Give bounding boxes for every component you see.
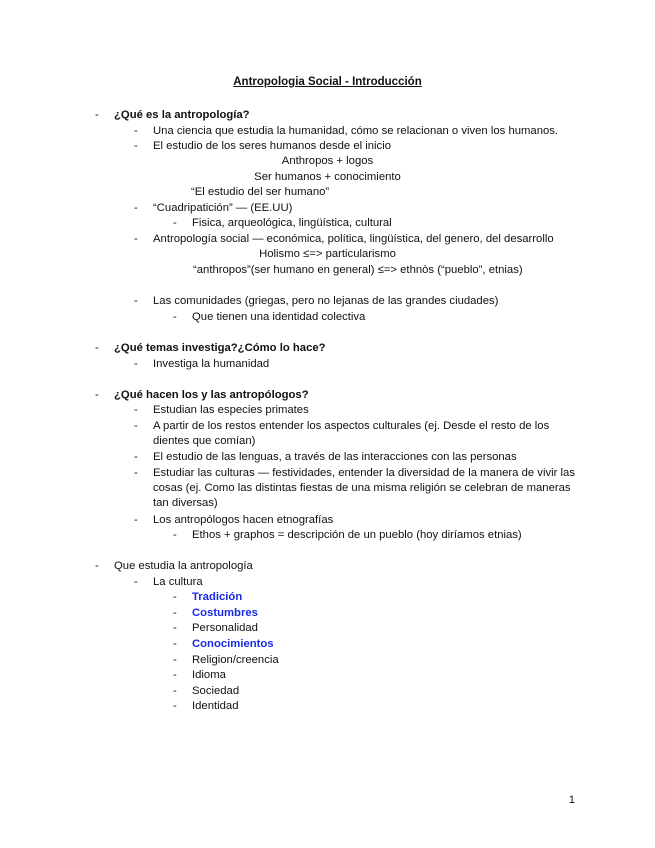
page-number: 1 (568, 794, 575, 806)
culture-item: Religion/creencia (192, 654, 279, 666)
quote-line: “El estudio del ser humano” (191, 186, 330, 198)
centered-line: “anthropos”(ser humano en general) ≤=> ethnòs (“pueblo”, etnias) (193, 264, 523, 276)
culture-item: Sociedad (192, 685, 240, 697)
bullet-dash: - (173, 622, 177, 634)
bullet-dash: - (95, 560, 99, 572)
sub-list-item: Que tienen una identidad colectiva (192, 311, 366, 323)
bullet-dash: - (134, 295, 138, 307)
bullet-dash: - (173, 311, 177, 323)
section-heading: ¿Qué hacen los y las antropólogos? (114, 389, 309, 401)
culture-item: Personalidad (192, 622, 258, 634)
bullet-dash: - (134, 125, 138, 137)
bullet-dash: - (134, 233, 138, 245)
centered-line: Ser humanos + conocimiento (254, 171, 401, 183)
list-item: Antropología social — económica, política, lingüística, del genero, del desarrollo (153, 233, 554, 245)
list-item: Investiga la humanidad (153, 358, 270, 370)
list-item: La cultura (153, 576, 203, 588)
sub-list-item: Ethos + graphos = descripción de un pueblo (hoy diríamos etnias) (192, 529, 522, 541)
bullet-dash: - (173, 654, 177, 666)
bullet-dash: - (173, 217, 177, 229)
section-heading: ¿Qué es la antropología? (114, 109, 250, 121)
bullet-dash: - (173, 638, 177, 650)
bullet-dash: - (173, 700, 177, 712)
section-heading: Que estudia la antropología (114, 560, 253, 572)
culture-item: Idioma (192, 669, 226, 681)
bullet-dash: - (95, 109, 99, 121)
bullet-dash: - (95, 389, 99, 401)
bullet-dash: - (134, 576, 138, 588)
bullet-dash: - (134, 404, 138, 416)
bullet-dash: - (134, 202, 138, 214)
centered-line: Anthropos + logos (281, 155, 374, 167)
bullet-dash: - (134, 420, 138, 432)
list-item: El estudio de los seres humanos desde el inicio (153, 140, 392, 152)
list-item: El estudio de las lenguas, a través de las interacciones con las personas (153, 451, 517, 463)
list-item: Estudiar las culturas — festividades, entender la diversidad de la manera de vivir las cosas (ej. Como las distintas fiestas de una misma religión se celebran de maneras tan diversas) (153, 467, 575, 509)
sub-list-item: Fisica, arqueológica, lingüística, cultural (192, 217, 392, 229)
bullet-dash: - (173, 669, 177, 681)
list-item: “Cuadripatición” — (EE.UU) (153, 202, 293, 214)
bullet-dash: - (134, 140, 138, 152)
page-title: Antropologia Social - Introducción (233, 76, 422, 88)
bullet-dash: - (173, 529, 177, 541)
bullet-dash: - (134, 467, 138, 479)
bullet-dash: - (134, 514, 138, 526)
bullet-dash: - (134, 358, 138, 370)
section-heading: ¿Qué temas investiga?¿Cómo lo hace? (114, 342, 326, 354)
centered-line: Holismo ≤=> particularismo (259, 248, 396, 260)
list-item: Los antropólogos hacen etnografías (153, 514, 334, 526)
culture-item-highlight: Conocimientos (192, 638, 274, 650)
culture-item-highlight: Tradición (192, 591, 243, 603)
bullet-dash: - (173, 685, 177, 697)
culture-item-highlight: Costumbres (192, 607, 258, 619)
list-item: A partir de los restos entender los aspectos culturales (ej. Desde el resto de los dientes que comían) (153, 420, 550, 447)
bullet-dash: - (95, 342, 99, 354)
list-item: Estudian las especies primates (153, 404, 309, 416)
bullet-dash: - (173, 591, 177, 603)
bullet-dash: - (134, 451, 138, 463)
bullet-dash: - (173, 607, 177, 619)
list-item: Una ciencia que estudia la humanidad, cómo se relacionan o viven los humanos. (153, 125, 559, 137)
culture-item: Identidad (192, 700, 239, 712)
list-item: Las comunidades (griegas, pero no lejanas de las grandes ciudades) (153, 295, 499, 307)
